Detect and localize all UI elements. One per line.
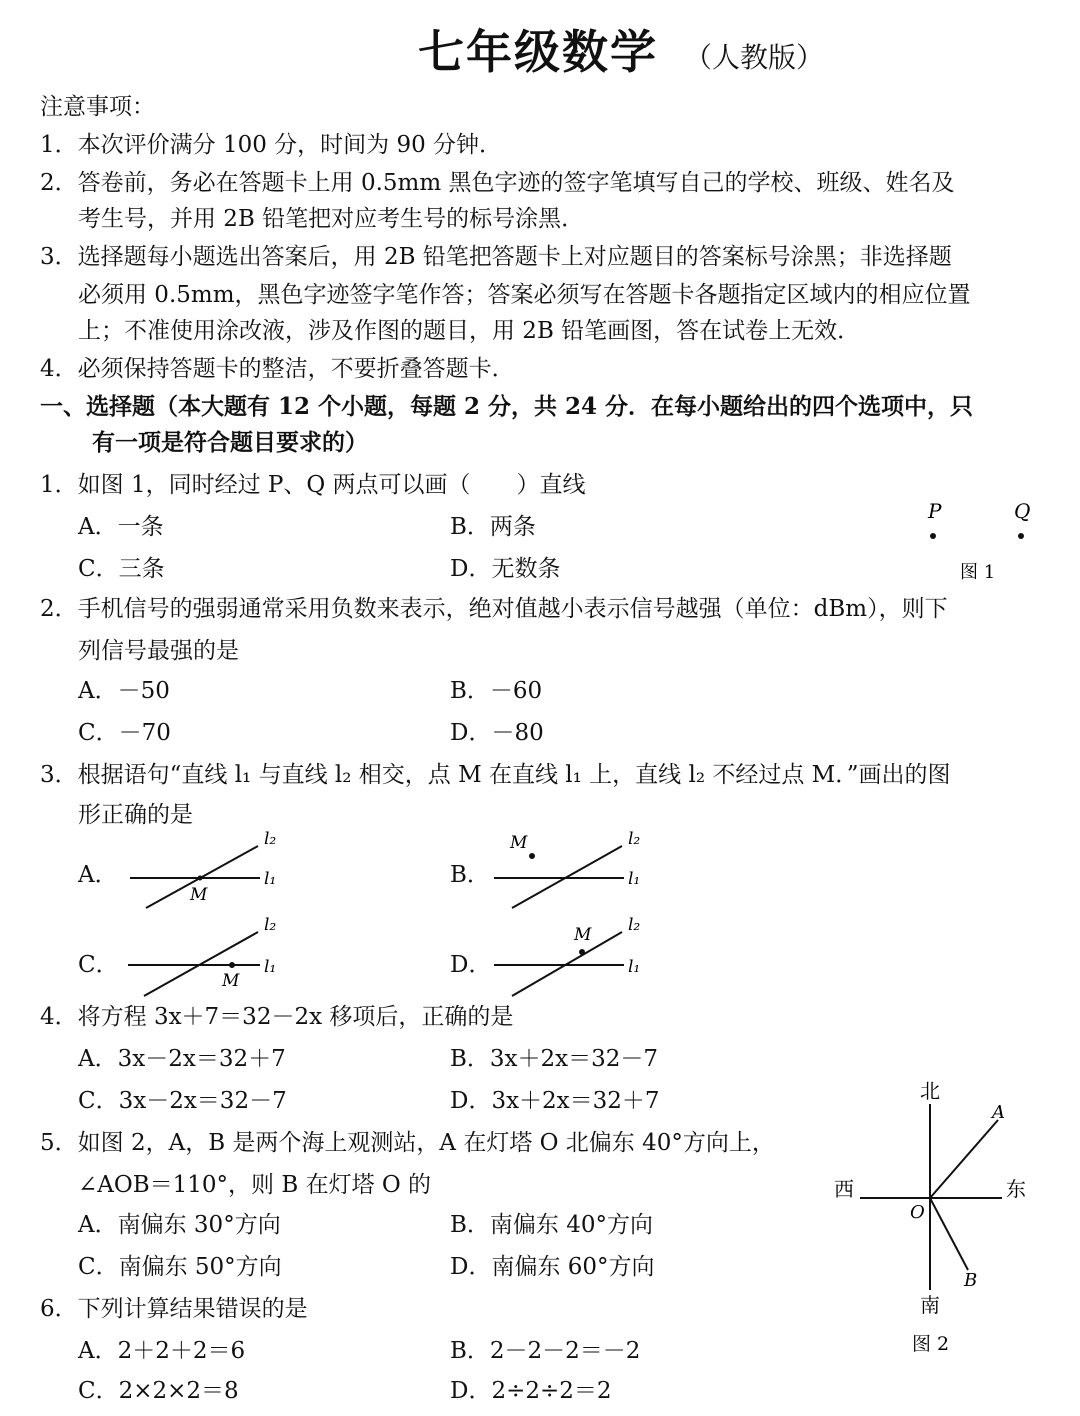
q6-option-c: C．2×2×2＝8 — [78, 1378, 239, 1404]
note-2-line-1: 2．答卷前，务必在答题卡上用 0.5mm 黑色字迹的签字笔填写自己的学校、班级、姓名及 — [40, 170, 955, 196]
q3-figure-d — [490, 912, 660, 998]
q3d-label-m: M — [574, 925, 592, 945]
section-heading-line-2: 有一项是符合题目要求的） — [92, 429, 368, 456]
fig2-east: 东 — [1006, 1177, 1026, 1201]
fig2-caption: 图 2 — [912, 1333, 950, 1355]
fig2-label-o: O — [910, 1202, 925, 1223]
q6-option-b: B．2－2－2＝－2 — [450, 1338, 641, 1364]
q3c-label-l1: l₁ — [264, 957, 277, 977]
page-title: 七年级数学 — [418, 25, 658, 79]
q3c-label-l2: l₂ — [264, 915, 277, 935]
fig2-south: 南 — [920, 1293, 940, 1317]
fig2-north: 北 — [920, 1079, 940, 1103]
q3a-label-m: M — [190, 885, 208, 905]
q2-stem-line-1: 2．手机信号的强弱通常采用负数来表示，绝对值越小表示信号越强（单位：dBm），则下 — [40, 596, 948, 622]
q4-option-c: C．3x－2x＝32－7 — [78, 1088, 287, 1114]
fig1-caption: 图 1 — [960, 562, 996, 583]
q5-stem-line-1: 5．如图 2，A，B 是两个海上观测站，A 在灯塔 O 北偏东 40°方向上， — [40, 1130, 775, 1156]
q5-stem-line-2: ∠AOB＝110°，则 B 在灯塔 O 的 — [78, 1172, 432, 1198]
q2-option-a: A．－50 — [78, 678, 170, 704]
fig2-label-a: A — [992, 1102, 1005, 1123]
q6-option-d: D．2÷2÷2＝2 — [450, 1378, 612, 1404]
note-1: 1．本次评价满分 100 分，时间为 90 分钟． — [40, 132, 503, 158]
q3d-label-l2: l₂ — [628, 915, 641, 935]
q3-option-c-label: C． — [78, 952, 119, 978]
q3-figure-c — [120, 912, 290, 998]
q3-figure-b — [490, 826, 660, 912]
q2-stem-line-2: 列信号最强的是 — [78, 638, 239, 664]
q3-option-b-label: B． — [450, 862, 490, 888]
q2-option-b: B．－60 — [450, 678, 543, 704]
q3b-label-m: M — [510, 833, 528, 853]
q2-option-d: D．－80 — [450, 720, 544, 746]
q3a-label-l1: l₁ — [264, 869, 277, 889]
q3-stem-line-2: 形正确的是 — [78, 802, 193, 828]
note-3-line-1: 3．选择题每小题选出答案后，用 2B 铅笔把答题卡上对应题目的答案标号涂黑；非选择题 — [40, 244, 952, 270]
q6-option-a: A．2＋2＋2＝6 — [78, 1338, 246, 1364]
q1-option-c: C．三条 — [78, 556, 165, 582]
q1-stem: 1．如图 1，同时经过 P、Q 两点可以画（ ）直线 — [40, 472, 586, 498]
q3a-label-l2: l₂ — [264, 829, 277, 849]
q3-stem-line-1: 3．根据语句“直线 l₁ 与直线 l₂ 相交，点 M 在直线 l₁ 上，直线 l₂ 不经过点 M．”画出的图 — [40, 762, 951, 788]
q3b-label-l2: l₂ — [628, 829, 641, 849]
q5-option-a: A．南偏东 30°方向 — [78, 1212, 281, 1238]
figure-2 — [826, 1072, 1046, 1362]
q4-option-d: D．3x＋2x＝32＋7 — [450, 1088, 660, 1114]
figure-1 — [900, 496, 1050, 588]
note-4: 4．必须保持答题卡的整洁，不要折叠答题卡． — [40, 356, 515, 382]
page-subtitle: （人教版） — [684, 41, 825, 74]
q3-figure-a — [120, 826, 290, 912]
fig1-label-q: Q — [1014, 499, 1031, 523]
q3-option-a-label: A． — [78, 862, 118, 888]
fig1-point-q — [1018, 533, 1024, 539]
q4-option-a: A．3x－2x＝32＋7 — [78, 1046, 286, 1072]
q5-option-b: B．南偏东 40°方向 — [450, 1212, 653, 1238]
fig2-west: 西 — [834, 1177, 854, 1201]
fig2-label-b: B — [964, 1270, 978, 1291]
q1-option-a: A．一条 — [78, 514, 164, 540]
q1-option-d: D．无数条 — [450, 556, 561, 582]
q5-option-c: C．南偏东 50°方向 — [78, 1254, 282, 1280]
q3d-label-l1: l₁ — [628, 957, 641, 977]
q6-stem: 6．下列计算结果错误的是 — [40, 1296, 308, 1322]
fig1-label-p: P — [928, 499, 942, 523]
q3c-label-m: M — [222, 971, 240, 991]
note-3-line-2: 必须用 0.5mm，黑色字迹签字笔作答；答案必须写在答题卡各题指定区域内的相应位置 — [78, 282, 971, 308]
q5-option-d: D．南偏东 60°方向 — [450, 1254, 655, 1280]
q3b-label-l1: l₁ — [628, 869, 641, 889]
q4-stem: 4．将方程 3x＋7＝32－2x 移项后，正确的是 — [40, 1004, 514, 1030]
fig1-point-p — [930, 533, 936, 539]
q3-option-d-label: D． — [450, 952, 492, 978]
notes-heading: 注意事项： — [40, 94, 155, 120]
note-3-line-3: 上；不准使用涂改液，涉及作图的题目，用 2B 铅笔画图，答在试卷上无效． — [78, 318, 861, 344]
q1-option-b: B．两条 — [450, 514, 536, 540]
note-2-line-2: 考生号，并用 2B 铅笔把对应考生号的标号涂黑． — [78, 206, 585, 232]
section-heading-line-1: 一、选择题（本大题有 12 个小题，每题 2 分，共 24 分．在每小题给出的四个选项中，只 — [40, 393, 974, 420]
q4-option-b: B．3x＋2x＝32－7 — [450, 1046, 659, 1072]
q2-option-c: C．－70 — [78, 720, 171, 746]
